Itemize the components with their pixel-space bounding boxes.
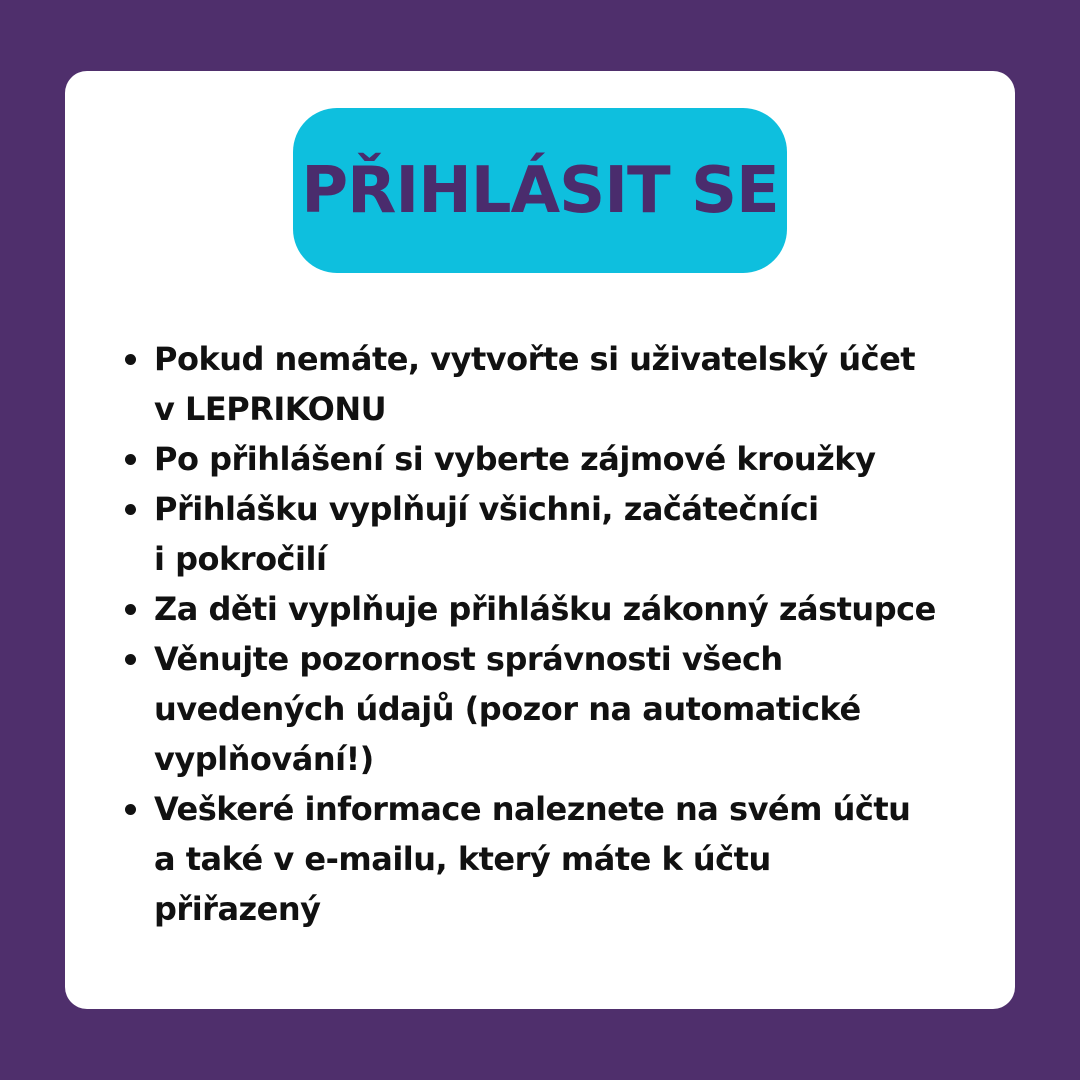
- list-item: [122, 484, 1002, 584]
- list-item-line: Za děti vyplňuje přihlášku zákonný zástupce: [154, 590, 936, 628]
- list-item-line: Po přihlášení si vyberte zájmové kroužky: [154, 440, 876, 478]
- content-card: [65, 71, 1015, 1009]
- bullet-icon: [125, 504, 136, 515]
- list-item: [122, 584, 1002, 634]
- list-item-line: Přihlášku vyplňují všichni, začátečníci: [154, 490, 819, 528]
- list-item-line: a také v e-mailu, který máte k účtu: [154, 840, 771, 878]
- list-item-line: přiřazený: [154, 890, 321, 928]
- list-item-line: Věnujte pozornost správnosti všech: [154, 640, 783, 678]
- list-item: [122, 334, 1002, 434]
- list-item-line: i pokročilí: [154, 540, 327, 578]
- list-item: [122, 784, 1002, 934]
- bullet-list: [122, 334, 1002, 934]
- list-item-line: Veškeré informace naleznete na svém účtu: [154, 790, 911, 828]
- list-item-line: uvedených údajů (pozor na automatické: [154, 690, 861, 728]
- page-title: PŘIHLÁSIT SE: [301, 153, 779, 228]
- bullet-icon: [125, 454, 136, 465]
- bullet-icon: [125, 354, 136, 365]
- list-item: [122, 434, 1002, 484]
- list-item-line: v LEPRIKONU: [154, 390, 387, 428]
- bullet-icon: [125, 804, 136, 815]
- bullet-icon: [125, 604, 136, 615]
- list-item: [122, 634, 1002, 784]
- bullet-icon: [125, 654, 136, 665]
- list-item-line: vyplňování!): [154, 740, 374, 778]
- title-pill: [293, 108, 787, 273]
- list-item-line: Pokud nemáte, vytvořte si uživatelský účet: [154, 340, 916, 378]
